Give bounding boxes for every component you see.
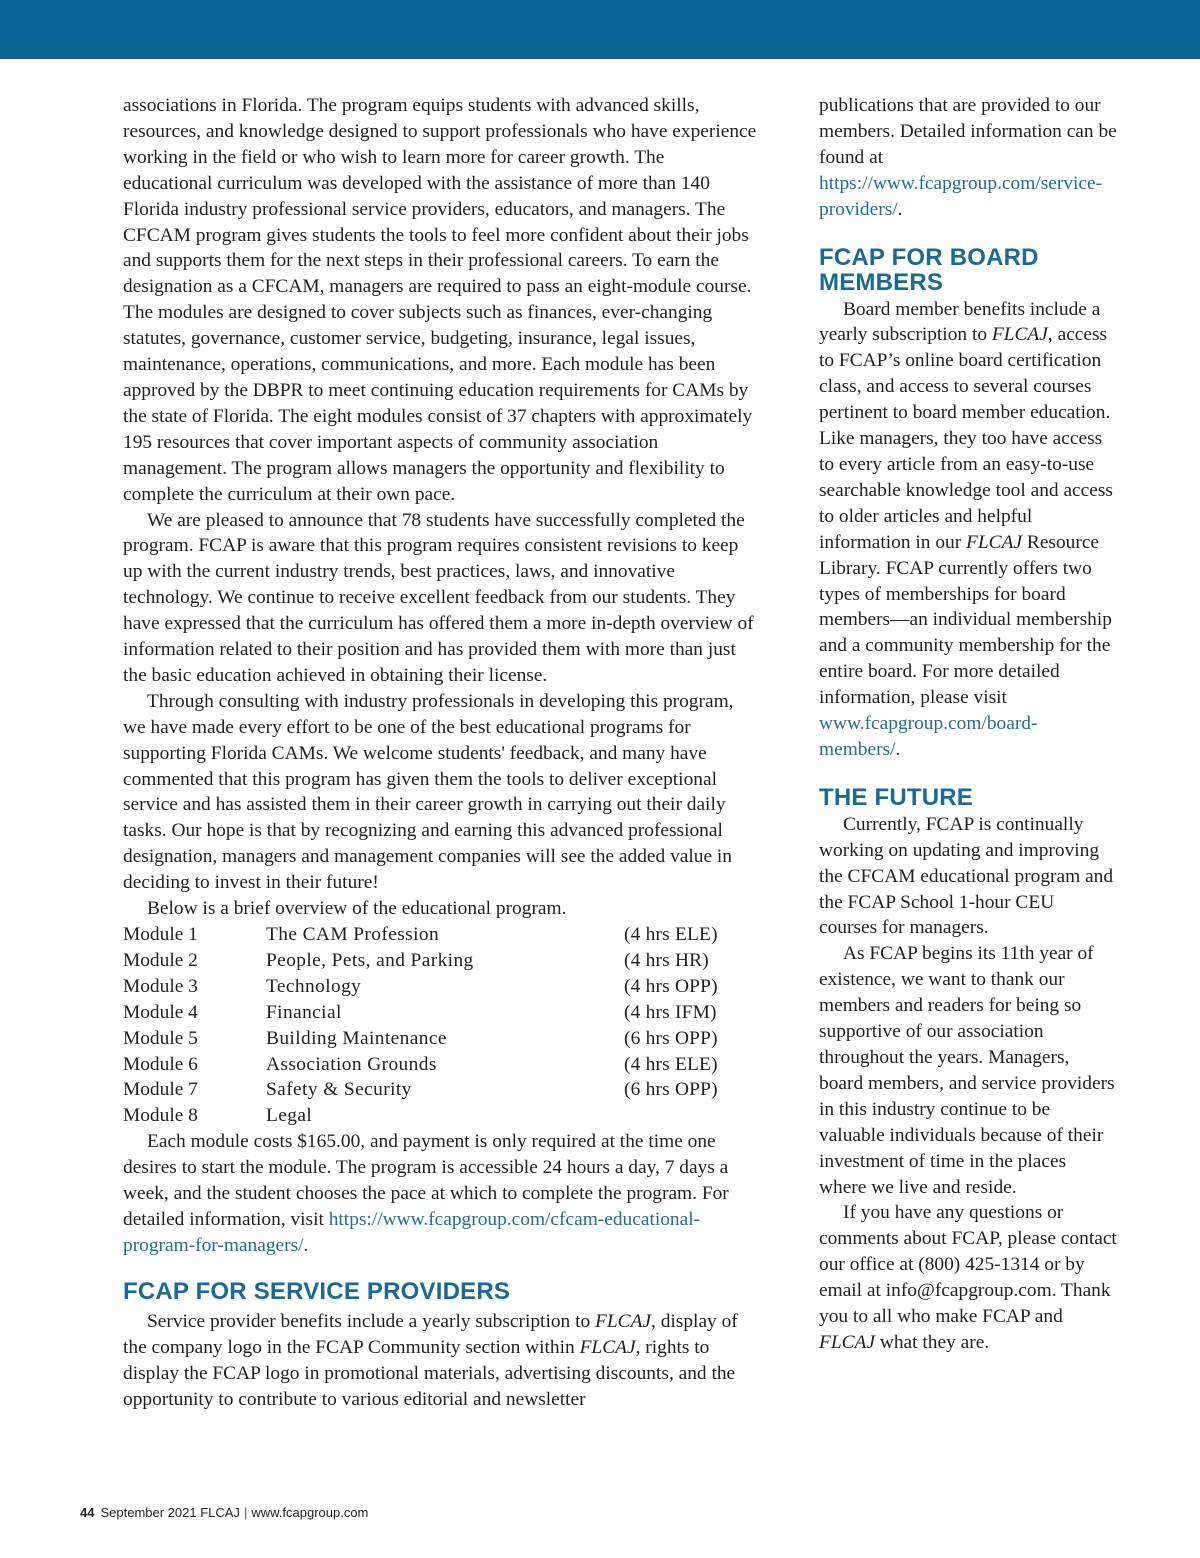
board-text-1: Board member benefits include a yearly subscription to (819, 298, 1101, 346)
future-flcaj: FLCAJ (819, 1331, 876, 1353)
issue-label: September 2021 FLCAJ (100, 1505, 240, 1520)
header-bar (0, 0, 1200, 59)
module-number: Module 3 (123, 975, 198, 997)
page-footer (80, 1505, 368, 1520)
right-column (819, 93, 1117, 1356)
future-paragraph-3 (819, 1200, 1117, 1355)
sp-flcaj-1: FLCAJ (595, 1310, 652, 1332)
table-row (123, 1026, 757, 1052)
module-number: Module 1 (123, 924, 198, 945)
board-text-3: Resource Library. FCAP currently offers two types of memberships for board members—an individual membership and a community membership for the entire board. For more detailed information, please visit (819, 531, 1112, 709)
module-hours (624, 1103, 757, 1129)
heading-service-providers: FCAP FOR SERVICE PROVIDERS (123, 1277, 511, 1305)
consulting-paragraph: Through consulting with industry professionals in developing this program, we have made every effort to be one of the best educational programs for supporting Florida CAMs. We welcome students' feedback, and many have commented that this program has given them the tools to deliver exceptional service and has assisted them in their career growth in carrying out their daily tasks. Our hope is that by recognizing and earning this advanced professional designation, managers and management companies will see the added value in deciding to invest in their future! (123, 690, 734, 894)
module-title: Legal (266, 1105, 313, 1127)
module-table (123, 922, 757, 1129)
module-number: Module 4 (123, 1001, 198, 1023)
table-row (123, 1077, 757, 1103)
module-hours: (4 hrs ELE) (624, 1053, 718, 1075)
module-number: Module 7 (123, 1079, 198, 1101)
publications-end: . (897, 198, 903, 220)
sp-text-1: Service provider benefits include a yearly subscription to (147, 1310, 596, 1332)
footer-website: www.fcapgroup.com (251, 1505, 369, 1520)
heading-the-future: THE FUTURE (819, 783, 973, 811)
module-hours: (4 hrs ELE) (624, 924, 718, 945)
module-number: Module 6 (123, 1053, 198, 1075)
module-title: People, Pets, and Parking (266, 949, 474, 971)
cost-paragraph (123, 1129, 757, 1259)
cfcam-program-link[interactable]: https://www.fcapgroup.com/cfcam-educational-program-for-managers/ (123, 1208, 701, 1256)
module-title: Building Maintenance (266, 1027, 447, 1049)
overview-intro: Below is a brief overview of the educational program. (147, 898, 567, 920)
module-number: Module 8 (123, 1105, 198, 1127)
sp-flcaj-2: FLCAJ (579, 1336, 636, 1358)
board-members-link[interactable]: www.fcapgroup.com/board-members/ (819, 713, 1038, 760)
students-paragraph: We are pleased to announce that 78 students have successfully completed the program. FCAP is aware that this program requires consistent revisions to keep up with the current industry trends, best practices, laws, and innovative technology. We continue to receive excellent feedback from our students. They have expressed that the curriculum has offered them a more in-depth overview of information related to their position and has provided them with more than just the basic education achieved in obtaining their license. (123, 509, 754, 686)
publications-paragraph (819, 93, 1117, 223)
module-title: Safety & Security (266, 1079, 412, 1101)
module-number: Module 5 (123, 1027, 198, 1049)
left-column (123, 93, 757, 1412)
board-text-2: , access to FCAP’s online board certification class, and access to several courses pertinent to board member education. Like managers, they too have access to every article from an easy-to-use searchable knowledge tool and access to older articles and helpful information in our (819, 324, 1113, 553)
cost-end: . (303, 1234, 309, 1256)
board-members-paragraph (819, 297, 1117, 763)
service-providers-paragraph (123, 1309, 757, 1413)
board-flcaj-2: FLCAJ (966, 531, 1023, 553)
module-hours: (4 hrs HR) (624, 949, 709, 971)
table-row (123, 948, 757, 974)
table-row (123, 1000, 757, 1026)
future-text-1: If you have any questions or comments about FCAP, please contact our office at (800) 425-1314 or by email at info@fcapgroup.com. Thank you to all who make FCAP and (819, 1202, 1117, 1328)
sp-text-2: , display of the company logo in the FCAP Community section within (123, 1310, 738, 1358)
module-hours: (4 hrs IFM) (624, 1001, 717, 1023)
table-row (123, 974, 757, 1000)
cost-text: Each module costs $165.00, and payment is only required at the time one desires to start the module. The program is accessible 24 hours a day, 7 days a week, and the student chooses the pace at which to complete the program. For detailed information, visit (123, 1131, 729, 1230)
future-text-2: what they are. (875, 1331, 990, 1353)
future-paragraph-1: Currently, FCAP is continually working on updating and improving the CFCAM educational program and the FCAP School 1-hour CEU courses for managers. (819, 813, 1114, 939)
module-hours: (6 hrs OPP) (624, 1027, 718, 1049)
intro-paragraph: associations in Florida. The program equips students with advanced skills, resources, and knowledge designed to support professionals who have experience working in the field or who wish to learn more for career growth. The educational curriculum was developed with the assistance of more than 140 Florida industry professional service providers, educators, and managers. The CFCAM program gives students the tools to feel more confident about their jobs and supports them for the next steps in their professional careers. To earn the designation as a CFCAM, managers are required to pass an eight-module course. The modules are designed to cover subjects such as finances, ever-changing statutes, governance, customer service, budgeting, insurance, legal issues, maintenance, operations, communications, and more. Each module has been approved by the DBPR to meet continuing education requirements for CAMs by the state of Florida. The eight modules consist of 37 chapters with approximately 195 resources that cover important aspects of community association management. The program allows managers the opportunity and flexibility to complete the curriculum at their own pace. (123, 95, 757, 505)
service-providers-link[interactable]: https://www.fcapgroup.com/service-providers/ (819, 172, 1103, 220)
table-row (123, 1052, 757, 1078)
module-title: Technology (266, 975, 362, 997)
future-paragraph-2: As FCAP begins its 11th year of existence, we want to thank our members and readers for being so supportive of our association throughout the years. Managers, board members, and service providers in this industry continue to be valuable individuals because of their investment of time in the places where we live and reside. (819, 943, 1115, 1198)
module-title: The CAM Profession (266, 924, 440, 945)
board-end: . (895, 738, 901, 760)
module-hours: (6 hrs OPP) (624, 1079, 718, 1101)
footer-separator: | (243, 1505, 248, 1520)
table-row (123, 922, 757, 948)
board-flcaj-1: FLCAJ (991, 324, 1048, 346)
module-number: Module 2 (123, 949, 198, 971)
sp-text-3: , rights to display the FCAP logo in promotional materials, advertising discounts, and the opportunity to contribute to various editorial and newsletter (123, 1336, 736, 1410)
page-number: 44 (80, 1505, 95, 1520)
publications-text: publications that are provided to our members. Detailed information can be found at (819, 95, 1117, 168)
module-title: Financial (266, 1001, 342, 1023)
module-hours: (4 hrs OPP) (624, 975, 718, 997)
table-row (123, 1103, 757, 1129)
module-title: Association Grounds (266, 1053, 437, 1075)
heading-board-members: FCAP FOR BOARD MEMBERS (819, 243, 1039, 296)
